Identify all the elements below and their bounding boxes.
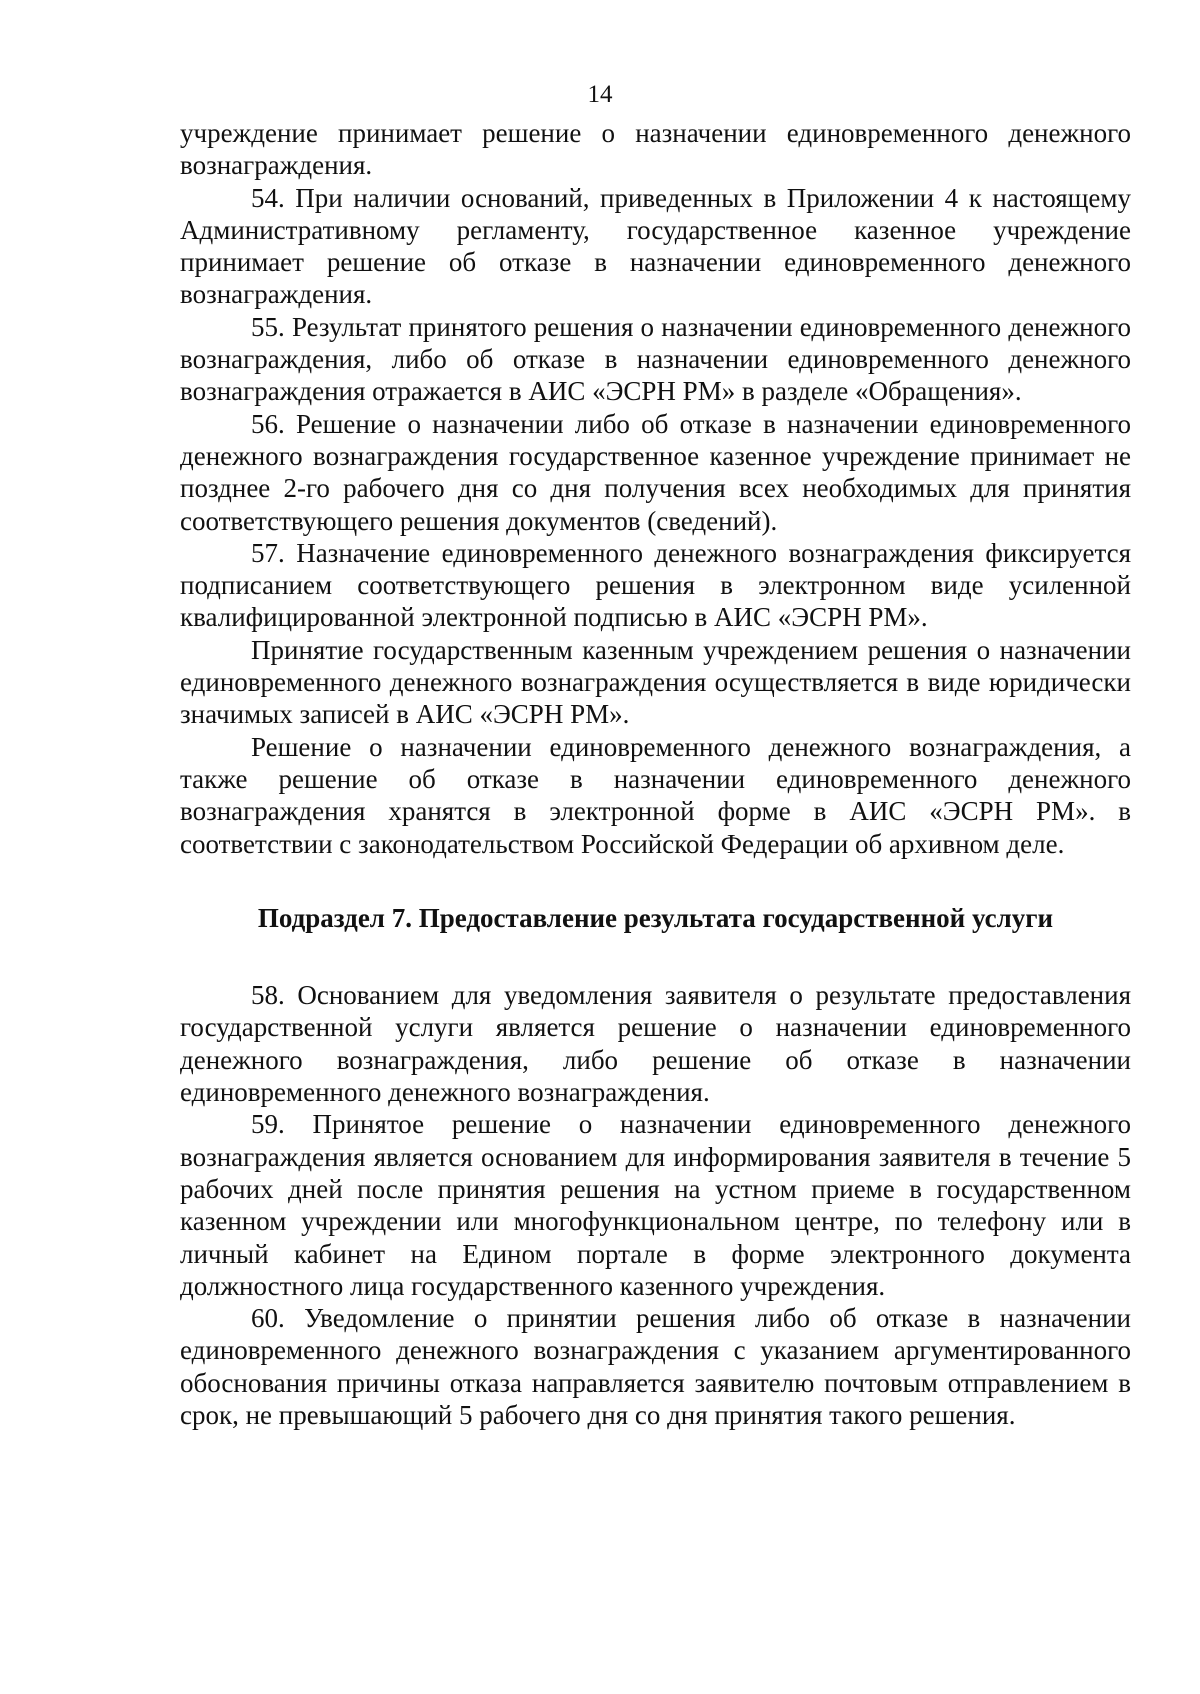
- paragraph-57-part-3: Решение о назначении единовременного денежного вознаграждения, а также решение об отказе в назначении единовременного денежного вознаграждения хранятся в электронной форме в АИС «ЭСРН РМ». в соответствии с законодательством Российской Федерации об архивном деле.: [180, 731, 1131, 859]
- paragraph-56: 56. Решение о назначении либо об отказе в назначении единовременного денежного вознаграждения государственное казенное учреждение принимает не позднее 2-го рабочего дня со дня получения всех необходимых для принятия соответствующего решения документов (сведений).: [180, 408, 1131, 536]
- paragraph-59: 59. Принятое решение о назначении единовременного денежного вознаграждения является основанием для информирования заявителя в течение 5 рабочих дней после принятия решения на устном приеме в государственном казенном учреждении или многофункциональном центре, по телефону или в личный кабинет на Едином портале в форме электронного документа должностного лица государственного казенного учреждения.: [180, 1109, 1131, 1301]
- document-body: [180, 117, 1131, 1431]
- paragraph-60: 60. Уведомление о принятии решения либо об отказе в назначении единовременного денежного вознаграждения с указанием аргументированного обоснования причины отказа направляется заявителю почтовым отправлением в срок, не превышающий 5 рабочего дня со дня принятия такого решения.: [180, 1303, 1131, 1430]
- paragraph-57-part-2: Принятие государственным казенным учреждением решения о назначении единовременного денежного вознаграждения осуществляется в виде юридически значимых записей в АИС «ЭСРН РМ».: [180, 634, 1131, 730]
- paragraph-58: 58. Основанием для уведомления заявителя о результате предоставления государственной услуги является решение о назначении единовременного денежного вознаграждения, либо решение об отказе в назначении единовременного денежного вознаграждения.: [180, 980, 1131, 1108]
- paragraph-55: 55. Результат принятого решения о назначении единовременного денежного вознаграждения, либо об отказе в назначении единовременного денежного вознаграждения отражается в АИС «ЭСРН РМ» в разделе «Обращения».: [180, 311, 1131, 407]
- section-heading: Подраздел 7. Предоставление результата государственной услуги: [257, 902, 1054, 933]
- paragraph-54: 54. При наличии оснований, приведенных в Приложении 4 к настоящему Административному регламенту, государственное казенное учреждение принимает решение об отказе в назначении единовременного денежного вознаграждения.: [180, 182, 1131, 310]
- page-number: 14: [587, 81, 613, 108]
- paragraph-57: 57. Назначение единовременного денежного вознаграждения фиксируется подписанием соответствующего решения в электронном виде усиленной квалифицированной электронной подписью в АИС «ЭСРН РМ».: [180, 537, 1131, 633]
- paragraph-continuation: учреждение принимает решение о назначении единовременного денежного вознаграждения.: [180, 118, 1131, 181]
